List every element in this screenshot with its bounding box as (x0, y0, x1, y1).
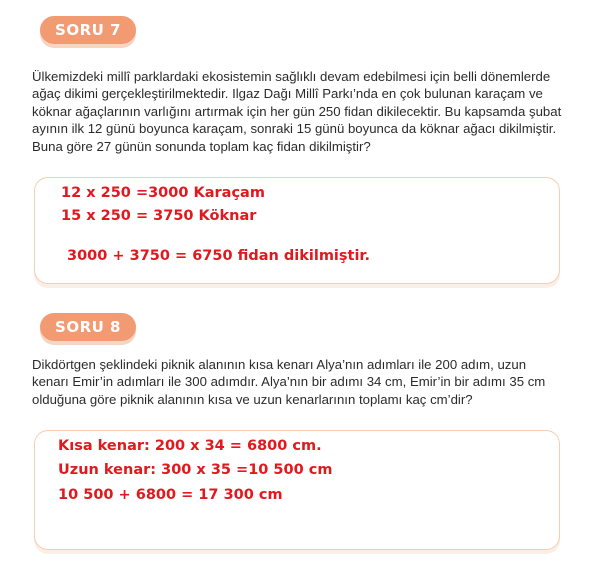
question-8-answer-line-2: Uzun kenar: 300 x 35 =10 500 cm (58, 462, 333, 478)
question-7-answer-line-2: 15 x 250 = 3750 Köknar (61, 208, 257, 224)
question-7-answer-line-3: 3000 + 3750 = 6750 fidan dikilmiştir. (67, 248, 371, 264)
question-8-text: Dikdörtgen şeklindeki piknik alanının kısa kenarı Alya’nın adımları ile 200 adım, uzun kenarı Emir’in adımları ile 300 adımdır. Alya’nın bir adımı 34 cm, Emir’in bir adımı 35 cm olduğuna göre piknik alanının kısa ve uzun kenarlarının toplamı kaç cm’dir? (32, 357, 546, 407)
question-7-badge: SORU 7 (40, 16, 136, 44)
question-7-answer-line-1: 12 x 250 =3000 Karaçam (61, 185, 265, 201)
question-8-answer-line-1: Kısa kenar: 200 x 34 = 6800 cm. (58, 438, 322, 454)
question-8-badge: SORU 8 (40, 313, 136, 341)
question-7-text: Ülkemizdeki millî parklardaki ekosistemin sağlıklı devam edebilmesi için belli dönemlerde ağaç dikimi gerçekleştirilmektedir. Ilgaz Dağı Millî Parkı’nda en çok bulunan karaçam ve köknar ağaçlarının varlığını artırmak için her gün 250 fidan dikilecektir. Bu kapsamda şubat ayının ilk 12 günü boyunca karaçam, sonraki 15 günü boyunca da köknar ağacı dikilmiştir. Buna göre 27 günün sonunda toplam kaç fidan dikilmiştir? (32, 69, 562, 154)
question-8-answer-line-3: 10 500 + 6800 = 17 300 cm (58, 487, 283, 503)
